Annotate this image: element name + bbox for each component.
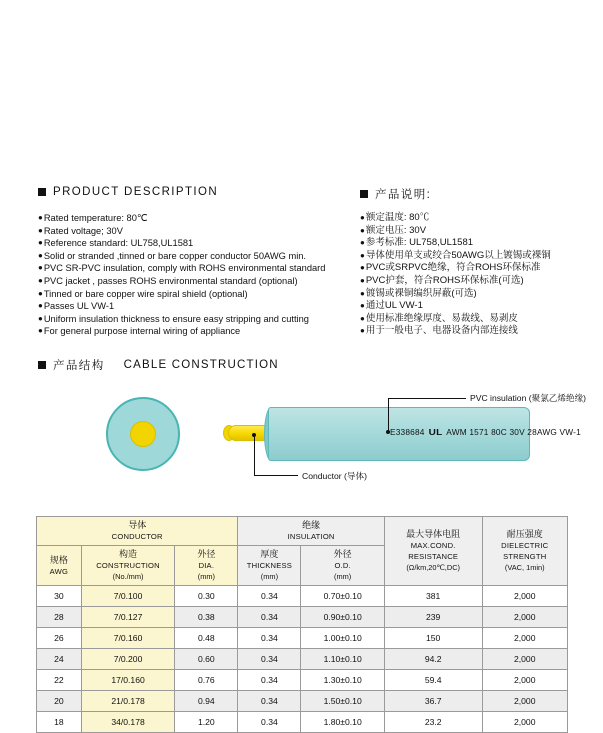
list-item-label: PVC jacket , passes ROHS environmental standard (optional) xyxy=(43,275,298,286)
round-bullet-icon: ● xyxy=(360,213,365,222)
description-bullets-en xyxy=(38,212,360,338)
cell-cond-dia: 0.76 xyxy=(175,670,238,691)
column-header-cond-dia-cn: 外径 xyxy=(197,549,216,559)
dielectric-header-en1: DIELECTRIC xyxy=(501,541,549,550)
round-bullet-icon: ● xyxy=(360,326,365,336)
cell-dielectric: 2,000 xyxy=(482,670,568,691)
list-item xyxy=(360,225,578,238)
round-bullet-icon: ● xyxy=(360,313,365,323)
cell-od: 1.80±0.10 xyxy=(301,712,384,733)
cell-thickness: 0.34 xyxy=(238,607,301,628)
list-item-label: 镀锡或裸铜编织屏蔽(可选) xyxy=(365,287,477,299)
cell-cond-dia: 0.60 xyxy=(175,649,238,670)
cell-resistance: 59.4 xyxy=(384,670,482,691)
cable-construction-heading xyxy=(38,357,279,373)
dielectric-header-en2: STRENGTH xyxy=(503,552,547,561)
description-header-cn-col xyxy=(360,186,578,202)
cell-construction: 21/0.178 xyxy=(81,691,175,712)
list-item xyxy=(360,262,578,275)
leader-line-insulation-horizontal xyxy=(388,398,466,399)
cell-cond-dia: 0.94 xyxy=(175,691,238,712)
cell-resistance: 94.2 xyxy=(384,649,482,670)
cell-construction: 17/0.160 xyxy=(81,670,175,691)
leader-line-insulation-riser xyxy=(388,398,389,419)
list-item-label: 通过UL VW-1 xyxy=(365,300,423,312)
cross-section-insulation xyxy=(106,397,180,471)
description-columns xyxy=(38,212,578,338)
column-header-od-cn: 外径 xyxy=(333,549,352,559)
leader-dot-conductor xyxy=(252,433,256,437)
round-bullet-icon: ● xyxy=(360,275,365,285)
product-description-heading-cn xyxy=(360,186,578,202)
cell-awg: 24 xyxy=(37,649,82,670)
list-item xyxy=(360,237,578,250)
description-headers-row xyxy=(38,186,578,202)
table-header xyxy=(37,517,568,586)
table-row xyxy=(37,691,568,712)
column-header-thickness-en: THICKNESS xyxy=(246,561,293,570)
table-row xyxy=(37,586,568,607)
group-header-insulation-en: INSULATION xyxy=(287,532,335,541)
column-header-od-en: O.D. xyxy=(334,561,351,570)
group-header-conductor xyxy=(37,517,238,546)
round-bullet-icon: ● xyxy=(38,313,43,323)
column-header-awg-cn: 规格 xyxy=(49,554,68,565)
cell-dielectric: 2,000 xyxy=(482,712,568,733)
list-item xyxy=(38,212,360,225)
leader-line-conductor-horizontal xyxy=(254,475,298,476)
description-bullets-cn xyxy=(360,212,578,338)
specification-table xyxy=(36,516,568,733)
resistance-header-en2: RESISTANCE xyxy=(408,552,459,561)
cable-diagram xyxy=(38,385,587,495)
ul-logo-icon: UL xyxy=(428,428,443,437)
column-header-cond-dia-en: DIA. xyxy=(198,561,215,570)
square-bullet-icon xyxy=(38,361,46,369)
cell-awg: 30 xyxy=(37,586,82,607)
list-item xyxy=(38,262,360,275)
round-bullet-icon: ● xyxy=(360,301,365,311)
list-item-label: PVC或SRPVC绝缘，符合ROHS环保标准 xyxy=(365,262,541,274)
cell-construction: 7/0.200 xyxy=(81,649,175,670)
cable-print-rest: AWM 1571 80C 30V 28AWG VW-1 xyxy=(446,427,581,437)
group-header-dielectric xyxy=(482,517,568,586)
list-item xyxy=(360,313,578,326)
list-item-label: 额定温度: 80℃ xyxy=(365,212,430,223)
dielectric-header-cn: 耐压强度 xyxy=(506,529,543,539)
resistance-header-unit: (Ω/km,20℃,DC) xyxy=(406,563,460,572)
group-header-resistance xyxy=(384,517,482,586)
cell-resistance: 381 xyxy=(384,586,482,607)
cell-cond-dia: 0.48 xyxy=(175,628,238,649)
square-bullet-icon xyxy=(38,188,46,196)
table-row xyxy=(37,607,568,628)
group-header-insulation-cn: 绝缘 xyxy=(302,520,321,530)
table-row xyxy=(37,670,568,691)
list-item xyxy=(360,250,578,263)
round-bullet-icon: ● xyxy=(38,263,43,273)
group-header-insulation xyxy=(238,517,384,546)
cell-construction: 7/0.127 xyxy=(81,607,175,628)
cell-dielectric: 2,000 xyxy=(482,628,568,649)
cell-resistance: 36.7 xyxy=(384,691,482,712)
round-bullet-icon: ● xyxy=(38,326,43,336)
column-header-cond-dia-unit: (mm) xyxy=(197,572,215,581)
column-header-construction xyxy=(81,546,175,586)
cell-awg: 22 xyxy=(37,670,82,691)
cell-resistance: 239 xyxy=(384,607,482,628)
list-item xyxy=(360,325,578,338)
list-item-label: Tinned or bare copper wire spiral shield (optional) xyxy=(43,288,248,299)
round-bullet-icon: ● xyxy=(38,288,43,298)
table-row xyxy=(37,628,568,649)
list-item-label: 导体使用单支或绞合50AWG以上镀锡或裸铜 xyxy=(365,249,551,261)
list-item-label: Passes UL VW-1 xyxy=(43,301,115,312)
list-item xyxy=(38,288,360,301)
group-header-conductor-en: CONDUCTOR xyxy=(111,532,163,541)
column-header-construction-cn: 构造 xyxy=(119,549,138,559)
column-header-cond-dia xyxy=(175,546,238,586)
cell-dielectric: 2,000 xyxy=(482,607,568,628)
cell-od: 0.90±0.10 xyxy=(301,607,384,628)
round-bullet-icon: ● xyxy=(38,238,43,248)
cell-resistance: 23.2 xyxy=(384,712,482,733)
list-item xyxy=(38,300,360,313)
cell-thickness: 0.34 xyxy=(238,670,301,691)
resistance-header-cn: 最大导体电阻 xyxy=(406,529,461,539)
list-item-label: For general purpose internal wiring of appliance xyxy=(43,326,241,337)
label-conductor: Conductor (导体) xyxy=(302,471,367,481)
cell-thickness: 0.34 xyxy=(238,691,301,712)
table-group-row xyxy=(37,517,568,546)
table-row xyxy=(37,712,568,733)
label-insulation: PVC insulation (聚氯乙烯绝缘) xyxy=(470,393,587,403)
cell-construction: 7/0.160 xyxy=(81,628,175,649)
cell-awg: 26 xyxy=(37,628,82,649)
round-bullet-icon: ● xyxy=(38,225,43,235)
resistance-header-en1: MAX.COND. xyxy=(410,541,456,550)
cell-od: 1.50±0.10 xyxy=(301,691,384,712)
ul-file-number: E338684 xyxy=(390,427,425,437)
list-item xyxy=(38,237,360,250)
list-item xyxy=(360,212,578,225)
list-item-label: PVC SR-PVC insulation, comply with ROHS environmental standard xyxy=(43,263,326,274)
list-item-label: 额定电压: 30V xyxy=(365,224,427,236)
product-description-heading-cn-text: 产品说明: xyxy=(375,189,432,201)
list-item-label: Rated temperature: 80℃ xyxy=(43,213,148,223)
list-item-label: Uniform insulation thickness to ensure easy stripping and cutting xyxy=(43,313,309,324)
list-item-label: 参考标准: UL758,UL1581 xyxy=(365,237,474,249)
list-item xyxy=(360,288,578,301)
cell-cond-dia: 1.20 xyxy=(175,712,238,733)
list-item-label: 使用标准绝缘厚度、易裁线、易剥皮 xyxy=(365,312,518,324)
cable-construction-heading-en: CABLE CONSTRUCTION xyxy=(123,359,279,371)
product-description-section xyxy=(38,186,578,338)
table-row xyxy=(37,649,568,670)
table-body xyxy=(37,586,568,733)
round-bullet-icon: ● xyxy=(38,250,43,260)
list-item xyxy=(38,325,360,338)
product-description-heading xyxy=(38,186,360,198)
cell-construction: 7/0.100 xyxy=(81,586,175,607)
list-item xyxy=(38,275,360,288)
cable-print-legend xyxy=(390,427,581,437)
cell-resistance: 150 xyxy=(384,628,482,649)
cell-od: 1.10±0.10 xyxy=(301,649,384,670)
list-item xyxy=(38,313,360,326)
column-header-construction-unit: (No./mm) xyxy=(112,572,144,581)
column-header-thickness-cn: 厚度 xyxy=(260,549,279,559)
dielectric-header-unit: (VAC, 1min) xyxy=(504,563,545,572)
cable-construction-heading-cn: 产品结构 xyxy=(53,360,105,372)
cell-awg: 18 xyxy=(37,712,82,733)
column-header-construction-en: CONSTRUCTION xyxy=(96,561,160,570)
cell-od: 1.00±0.10 xyxy=(301,628,384,649)
square-bullet-icon xyxy=(360,190,368,198)
product-description-heading-text: PRODUCT DESCRIPTION xyxy=(53,186,219,198)
list-item-label: Reference standard: UL758,UL1581 xyxy=(43,238,194,249)
cell-thickness: 0.34 xyxy=(238,586,301,607)
cell-construction: 34/0.178 xyxy=(81,712,175,733)
leader-dot-insulation xyxy=(386,430,390,434)
column-header-thickness xyxy=(238,546,301,586)
list-item xyxy=(360,275,578,288)
cell-thickness: 0.34 xyxy=(238,649,301,670)
description-header-en-col xyxy=(38,186,360,202)
round-bullet-icon: ● xyxy=(360,225,365,235)
column-header-od xyxy=(301,546,384,586)
column-header-awg xyxy=(37,546,82,586)
round-bullet-icon: ● xyxy=(360,288,365,298)
round-bullet-icon: ● xyxy=(360,238,365,248)
leader-line-conductor-vertical xyxy=(254,437,255,475)
list-item-label: 用于一般电子、电器设备内部连接线 xyxy=(365,325,518,337)
list-item xyxy=(38,225,360,238)
cell-awg: 20 xyxy=(37,691,82,712)
list-item xyxy=(38,250,360,263)
round-bullet-icon: ● xyxy=(38,213,43,222)
round-bullet-icon: ● xyxy=(360,250,365,260)
cell-cond-dia: 0.30 xyxy=(175,586,238,607)
list-item xyxy=(360,300,578,313)
cell-dielectric: 2,000 xyxy=(482,586,568,607)
column-header-awg-en: AWG xyxy=(49,566,69,576)
cell-dielectric: 2,000 xyxy=(482,691,568,712)
cell-awg: 28 xyxy=(37,607,82,628)
column-header-thickness-unit: (mm) xyxy=(260,572,279,581)
round-bullet-icon: ● xyxy=(38,275,43,285)
round-bullet-icon: ● xyxy=(38,301,43,311)
cell-thickness: 0.34 xyxy=(238,628,301,649)
column-header-od-unit: (mm) xyxy=(334,572,352,581)
cell-cond-dia: 0.38 xyxy=(175,607,238,628)
cell-dielectric: 2,000 xyxy=(482,649,568,670)
cell-od: 1.30±0.10 xyxy=(301,670,384,691)
list-item-label: PVC护套，符合ROHS环保标准(可选) xyxy=(365,274,524,286)
list-item-label: Rated voltage; 30V xyxy=(43,225,123,236)
cell-thickness: 0.34 xyxy=(238,712,301,733)
cross-section-conductor xyxy=(130,421,156,447)
list-item-label: Solid or stranded ,tinned or bare copper conductor 50AWG min. xyxy=(43,250,307,261)
round-bullet-icon: ● xyxy=(360,263,365,273)
group-header-conductor-cn: 导体 xyxy=(128,520,147,530)
cell-od: 0.70±0.10 xyxy=(301,586,384,607)
